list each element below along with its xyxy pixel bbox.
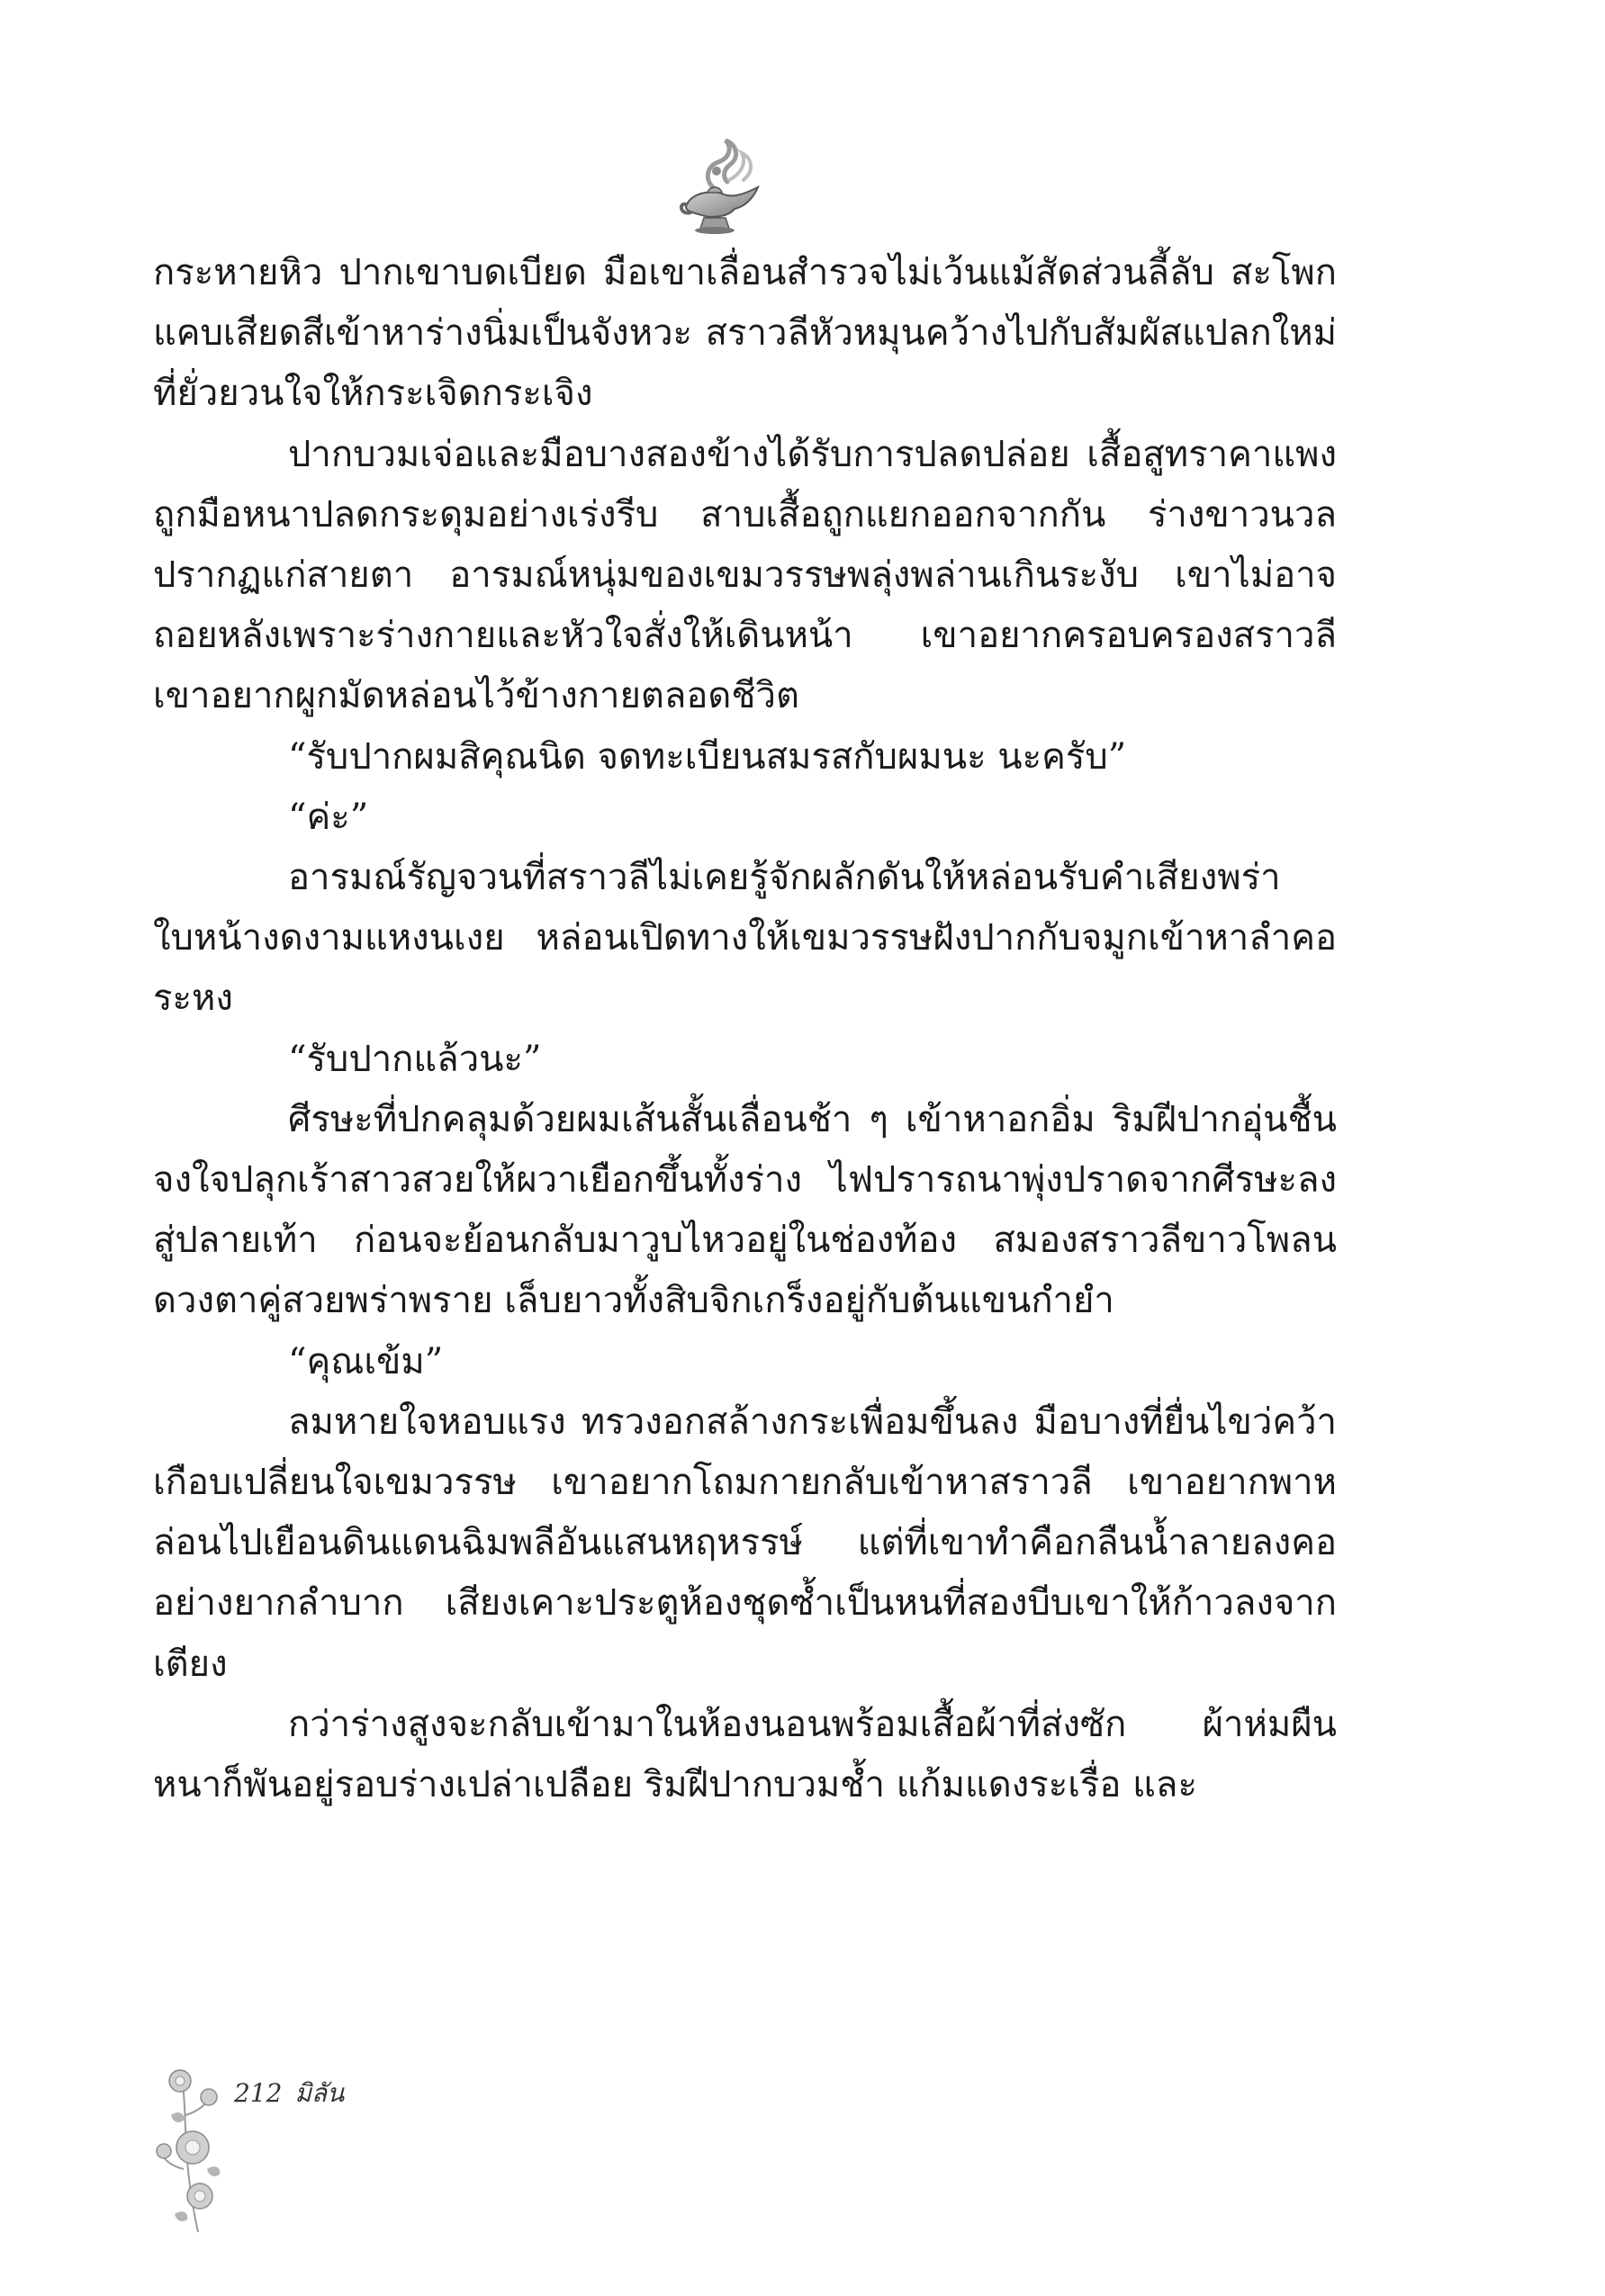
genie-lamp-icon <box>677 135 767 239</box>
body-text <box>153 243 1337 1815</box>
flower-ornament-icon <box>153 2061 234 2241</box>
paragraph: ปากบวมเจ่อและมือบางสองข้างได้รับการปลดปล่อย เสื้อสูทราคาแพงถูกมือหนาปลดกระดุมอย่างเร่งรีบ สาบเสื้อถูกแยกออกจากกัน ร่างขาวนวลปรากฏแก่สายตา อารมณ์หนุ่มของเขมวรรษพลุ่งพล่านเกินระงับ เขาไม่อาจถอยหลังเพราะร่างกายและหัวใจสั่งให้เดินหน้า เขาอยากครอบครองสราวลี เขาอยากผูกมัดหล่อนไว้ข้างกายตลอดชีวิต <box>153 433 1337 717</box>
paragraph: ศีรษะที่ปกคลุมด้วยผมเส้นสั้นเลื่อนช้า ๆ เข้าหาอกอิ่ม ริมฝีปากอุ่นชื้นจงใจปลุกเร้าสาวสวยให้ผวาเยือกขึ้นทั้งร่าง ไฟปรารถนาพุ่งปราดจากศีรษะลงสู่ปลายเท้า ก่อนจะย้อนกลับมาวูบไหวอยู่ในช่องท้อง สมองสราวลีขาวโพลน ดวงตาคู่สวยพร่าพราย เล็บยาวทั้งสิบจิกเกร็งอยู่กับต้นแขนกำยำ <box>153 1098 1337 1322</box>
dialogue-line: “รับปากผมสิคุณนิด จดทะเบียนสมรสกับผมนะ นะครับ” <box>288 735 1127 778</box>
dialogue-line: “รับปากแล้วนะ” <box>288 1038 542 1080</box>
dialogue-line: “ค่ะ” <box>288 796 369 838</box>
page-footer <box>153 2061 477 2241</box>
page-number-line <box>234 2074 344 2113</box>
paragraph: กว่าร่างสูงจะกลับเข้ามาในห้องนอนพร้อมเสื้อผ้าที่ส่งซัก ผ้าห่มผืนหนาก็พันอยู่รอบร่างเปล่าเปลือย ริมฝีปากบวมช้ำ แก้มแดงระเรื่อ และ <box>153 1703 1337 1806</box>
author-name: มิลัน <box>294 2078 345 2108</box>
paragraph: อารมณ์รัญจวนที่สราวลีไม่เคยรู้จักผลักดันให้หล่อนรับคำเสียงพร่า ใบหน้างดงามแหงนเงย หล่อนเปิดทางให้เขมวรรษฝังปากกับจมูกเข้าหาลำคอระหง <box>153 857 1337 1020</box>
dialogue-line: “คุณเข้ม” <box>288 1340 444 1382</box>
page-number: 212 <box>234 2078 283 2108</box>
paragraph: ลมหายใจหอบแรง ทรวงอกสล้างกระเพื่อมขึ้นลง มือบางที่ยื่นไขว่คว้าเกือบเปลี่ยนใจเขมวรรษ เขาอยากโถมกายกลับเข้าหาสราวลี เขาอยากพาหล่อนไปเยือนดินแดนฉิมพลีอันแสนหฤหรรษ์ แต่ที่เขาทำคือกลืนน้ำลายลงคออย่างยากลำบาก เสียงเคาะประตูห้องชุดซ้ำเป็นหนที่สองบีบเขาให้ก้าวลงจากเตียง <box>153 1400 1337 1685</box>
paragraph: กระหายหิว ปากเขาบดเบียด มือเขาเลื่อนสำรวจไม่เว้นแม้สัดส่วนลี้ลับ สะโพกแคบเสียดสีเข้าหาร่างนิ่มเป็นจังหวะ สราวลีหัวหมุนคว้างไปกับสัมผัสแปลกใหม่ที่ยั่วยวนใจให้กระเจิดกระเจิง <box>153 252 1337 415</box>
